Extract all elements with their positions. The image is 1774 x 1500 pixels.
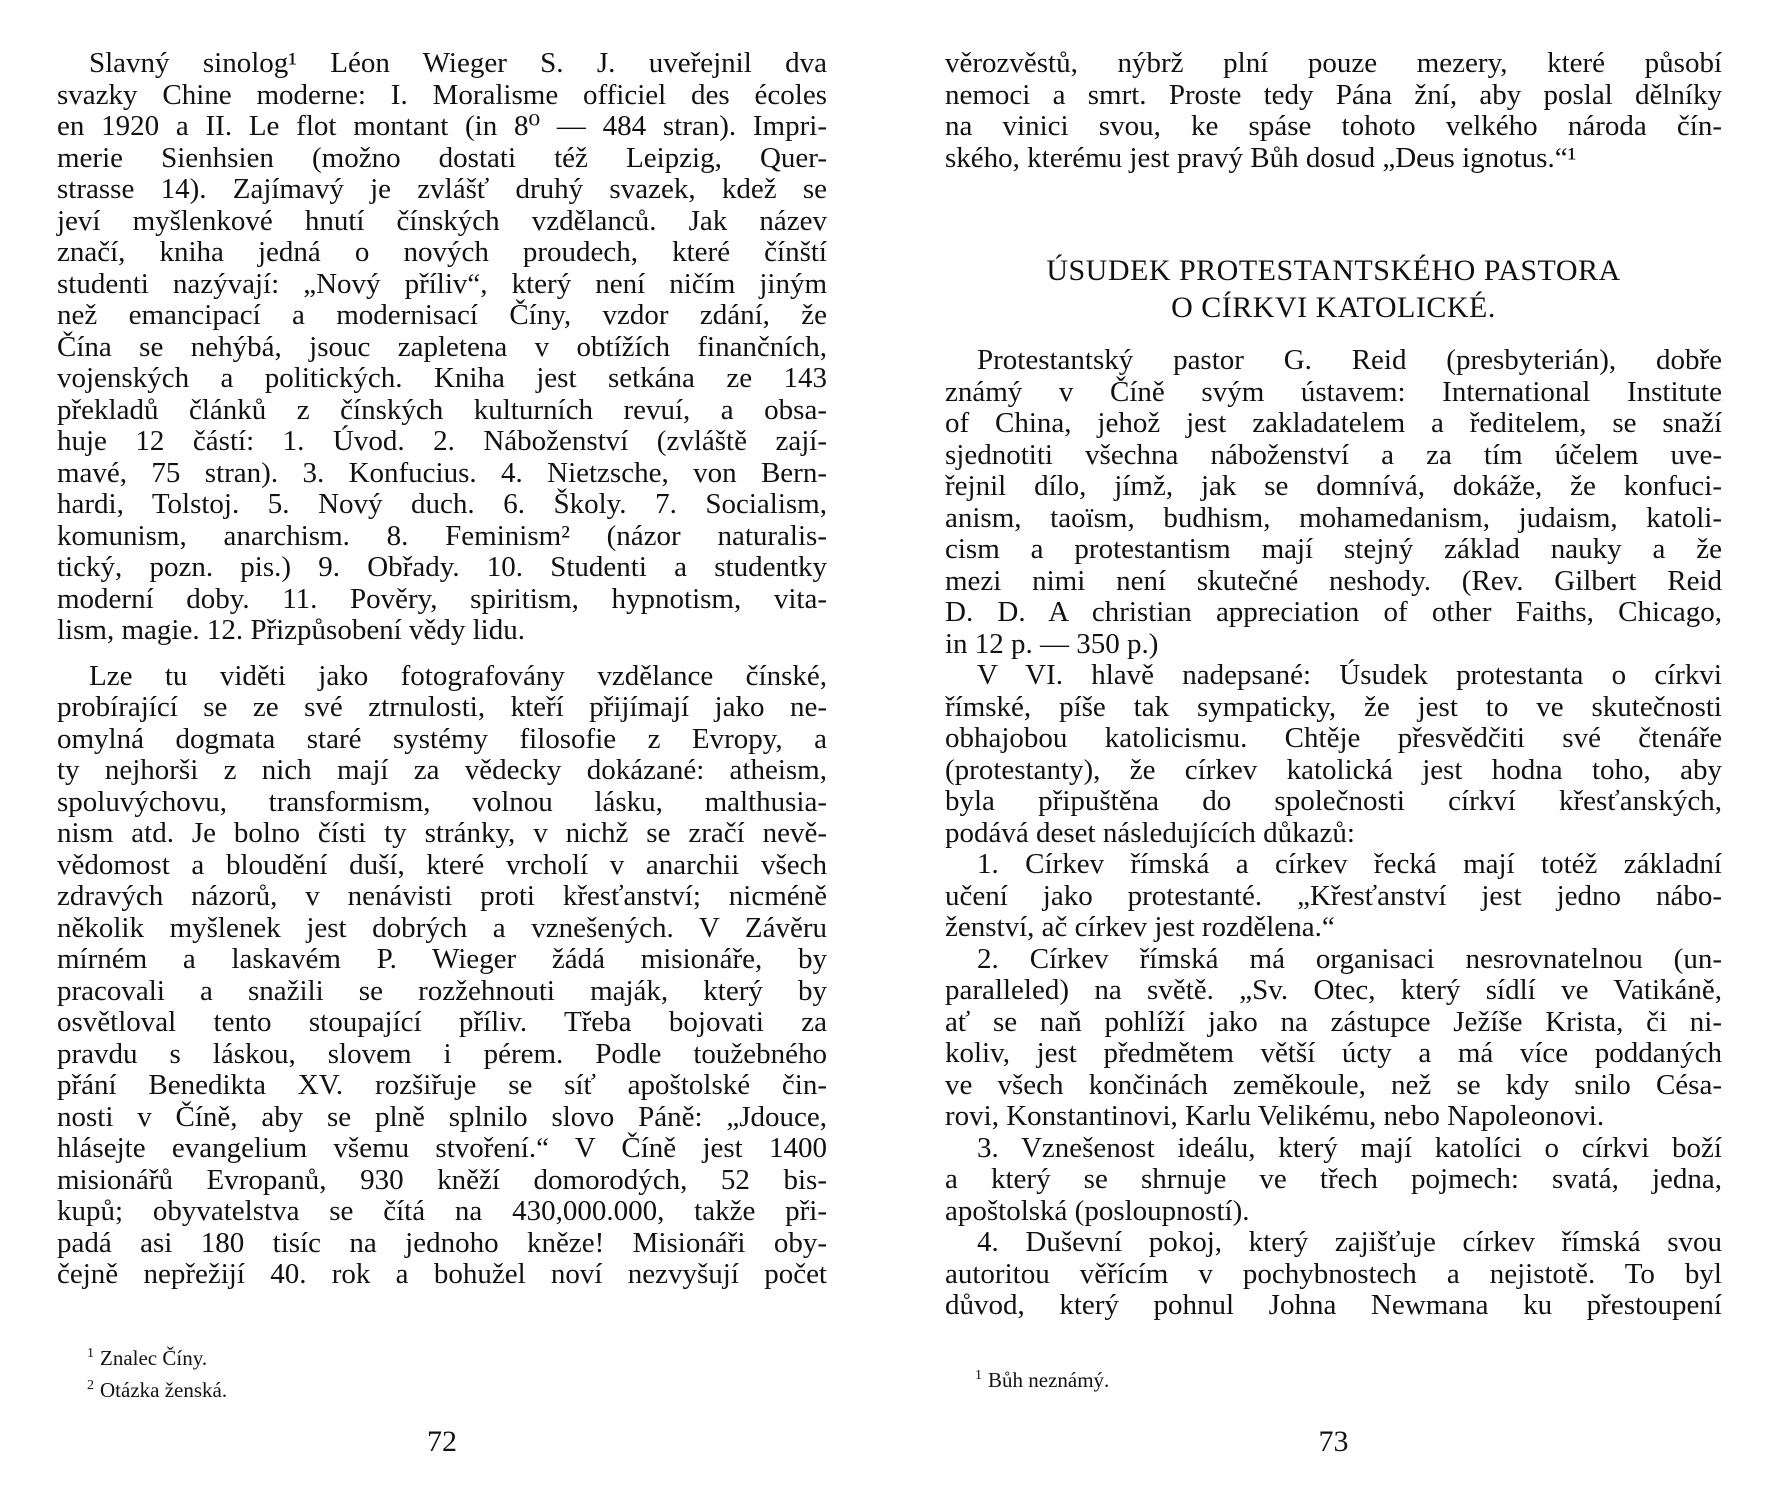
text-line: D. D. A christian appreciation of other Faiths, Chicago,: [945, 596, 1722, 628]
text-line: byla připuštěna do společnosti církví křesťanských,: [945, 785, 1722, 817]
text-line: mezi nimi není skutečné neshody. (Rev. Gilbert Reid: [945, 564, 1722, 597]
text-line: V VI. hlavě nadepsané: Úsudek protestanta o církvi: [977, 659, 1722, 691]
text-line: in 12 p. — 350 p.): [945, 627, 1159, 660]
text-line: moderní doby. 11. Pověry, spiritism, hypnotism, vita-: [57, 582, 827, 615]
text-line: obhajobou katolicismu. Chtěje přesvědčiti své čtenáře: [945, 722, 1722, 754]
text-line: vědomost a bloudění duší, které vrcholí v anarchii všech: [57, 848, 827, 881]
text-line: autoritou věřícím v pochybnostech a nejistotě. To byl: [945, 1257, 1722, 1290]
text-line: lism, magie. 12. Přizpůsobení vědy lidu.: [57, 614, 525, 646]
footnotes: [975, 1362, 1109, 1394]
text-line: pravdu s láskou, slovem i pérem. Podle toužebného: [57, 1037, 827, 1070]
footnote: [87, 1340, 227, 1372]
text-line: 3. Vznešenost ideálu, který mají katolíci o církvi boží: [977, 1131, 1722, 1164]
footnote-text: Znalec Číny.: [100, 1346, 208, 1370]
right-page-continuation: [945, 48, 1722, 174]
text-line: apoštolská (posloupností).: [945, 1194, 1250, 1227]
text-line: of China, jehož jest zakladatelem a ředitelem, se snaží: [945, 407, 1722, 439]
text-line: ského, kterému jest pravý Bůh dosud „Deus ignotus.“¹: [945, 141, 1577, 174]
left-page: [57, 0, 827, 1500]
text-line: cism a protestantism mají stejný základ nauky a že: [945, 533, 1722, 565]
text-line: nosti v Číně, aby se plně splnilo slovo Páně: „Jdouce,: [57, 1100, 827, 1133]
text-line: kupů; obyvatelstva se čítá na 430,000.000, takže při-: [57, 1195, 827, 1227]
text-line: svazky Chine moderne: I. Moralisme officiel des écoles: [57, 78, 827, 111]
list-item: [945, 849, 1722, 944]
footnote-text: Otázka ženská.: [100, 1378, 228, 1402]
footnote: [87, 1372, 227, 1404]
text-line: 1. Církev římská a církev řecká mají totéž základní: [977, 848, 1722, 880]
text-line: en 1920 a II. Le flot montant (in 8⁰ — 484 stran). Impri-: [57, 110, 827, 142]
text-line: misionářů Evropanů, 930 kněží domorodých, 52 bis-: [57, 1163, 827, 1196]
paragraph: [945, 345, 1722, 660]
page-number: 73: [1318, 1425, 1349, 1458]
text-line: učení jako protestanté. „Křesťanství jest jedno nábo-: [945, 879, 1722, 912]
text-line: padá asi 180 tisíc na jednoho kněze! Misionáři oby-: [57, 1226, 827, 1259]
text-line: přání Benedikta XV. rozšiřuje se síť apoštolské čin-: [57, 1069, 827, 1101]
text-line: římské, píše tak sympaticky, že jest to ve skutečnosti: [945, 690, 1722, 723]
text-line: nemoci a smrt. Proste tedy Pána žní, aby poslal dělníky: [945, 78, 1722, 111]
text-line: merie Sienhsien (možno dostati též Leipzig, Quer-: [57, 141, 827, 174]
text-line: věrozvěstů, nýbrž plní pouze mezery, které působí: [945, 47, 1722, 79]
text-line: omylná dogmata staré systémy filosofie z Evropy, a: [57, 722, 827, 755]
text-line: 4. Duševní pokoj, který zajišťuje církev římská svou: [977, 1226, 1722, 1258]
text-line: jeví myšlenkové hnutí čínských vzdělanců. Jak název: [57, 204, 827, 237]
footnote-text: Bůh neznámý.: [988, 1368, 1110, 1392]
footnotes: [87, 1340, 227, 1404]
text-line: rovi, Konstantinovi, Karlu Velikému, nebo Napoleonovi.: [945, 1100, 1605, 1132]
text-line: strasse 14). Zajímavý je zvlášť druhý svazek, kdež se: [57, 173, 827, 205]
text-line: čejně nepřežijí 40. rok a bohužel noví nezvyšují počet: [57, 1258, 827, 1290]
paragraph: [57, 48, 827, 647]
left-page-body: [57, 48, 827, 1291]
text-line: podává deset následujících důkazů:: [945, 816, 1355, 849]
footnote: [975, 1362, 1109, 1394]
text-line: než emancipací a modernisací Číny, vzdor zdání, že: [57, 299, 827, 331]
section-heading-line-2: O CÍRKVI KATOLICKÉ.: [1171, 291, 1496, 324]
text-line: mavé, 75 stran). 3. Konfucius. 4. Nietzsche, von Bern-: [57, 456, 827, 489]
list-item: [945, 944, 1722, 1133]
text-line: tický, pozn. pis.) 9. Obřady. 10. Studenti a studentky: [57, 551, 827, 583]
text-line: 2. Církev římská má organisaci nesrovnatelnou (un-: [977, 942, 1722, 975]
list-item: [945, 1227, 1722, 1322]
text-line: Lze tu viděti jako fotografovány vzdělance čínské,: [89, 659, 827, 692]
text-line: paralleled) na světě. „Sv. Otec, který sídlí ve Vatikáně,: [945, 974, 1722, 1006]
footnote-mark: 1: [975, 1368, 982, 1383]
text-line: anism, taoïsm, budhism, mohamedanism, judaism, katoli-: [945, 501, 1722, 534]
text-line: studenti nazývají: „Nový příliv“, který není ničím jiným: [57, 267, 827, 300]
text-line: Slavný sinolog¹ Léon Wieger S. J. uveřejnil dva: [89, 47, 827, 79]
right-page-body: [945, 345, 1722, 1322]
section-heading-line-1: ÚSUDEK PROTESTANTSKÉHO PASTORA: [1046, 254, 1621, 287]
text-line: koliv, jest předmětem větší úcty a má více poddaných: [945, 1037, 1722, 1069]
text-line: několik myšlenek jest dobrých a vznešených. V Závěru: [57, 911, 827, 944]
text-line: Čína se nehýbá, jsouc zapletena v obtížích finančních,: [57, 330, 827, 363]
right-page: [945, 0, 1722, 1500]
footnote-mark: 1: [87, 1346, 94, 1361]
text-line: na vinici svou, ke spáse tohoto velkého národa čín-: [945, 110, 1722, 142]
text-line: mírném a laskavém P. Wieger žádá misionáře, by: [57, 943, 827, 975]
text-line: ve všech končinách zeměkoule, než se kdy snilo Césa-: [945, 1068, 1722, 1101]
section-heading: [945, 252, 1722, 326]
paragraph: [945, 660, 1722, 849]
text-line: hardi, Tolstoj. 5. Nový duch. 6. Školy. 7. Socialism,: [57, 488, 827, 520]
footnote-mark: 2: [87, 1378, 94, 1393]
text-line: známý v Číně svým ústavem: International Institute: [945, 375, 1722, 408]
text-line: spoluvýchovu, transformism, volnou lásku, malthusia-: [57, 785, 827, 818]
paragraph: [57, 661, 827, 1291]
text-line: překladů článků z čínských kulturních revuí, a obsa-: [57, 393, 827, 426]
text-line: Protestantský pastor G. Reid (presbyterián), dobře: [977, 344, 1722, 376]
text-line: ty nejhorši z nich mají za vědecky dokázané: atheism,: [57, 754, 827, 786]
text-line: osvětloval tento stoupající příliv. Třeba bojovati za: [57, 1006, 827, 1038]
text-line: a který se shrnuje ve třech pojmech: svatá, jedna,: [945, 1163, 1722, 1195]
text-line: důvod, který pohnul Johna Newmana ku přestoupení: [945, 1289, 1722, 1321]
text-line: sjednotiti všechna náboženství a za tím účelem uve-: [945, 438, 1722, 471]
list-item: [945, 1133, 1722, 1228]
paragraph: [945, 48, 1722, 174]
text-line: značí, kniha jedná o nových proudech, které čínští: [57, 236, 827, 268]
text-line: vojenských a politických. Kniha jest setkána ze 143: [57, 362, 827, 394]
text-line: ženství, ač církev jest rozdělena.“: [945, 911, 1335, 943]
text-line: hlásejte evangelium všemu stvoření.“ V Číně jest 1400: [57, 1132, 827, 1164]
text-line: probírající se ze své ztrnulosti, kteří přijímají jako ne-: [57, 691, 827, 723]
text-line: komunism, anarchism. 8. Feminism² (názor naturalis-: [57, 519, 827, 552]
text-line: zdravých názorů, v nenávisti proti křesťanství; nicméně: [57, 880, 827, 912]
text-line: ať se naň pohlíží jako na zástupce Ježíše Krista, či ni-: [945, 1005, 1722, 1038]
text-line: (protestanty), že církev katolická jest hodna toho, aby: [945, 753, 1722, 786]
text-line: nism atd. Je bolno čísti ty stránky, v nichž se zračí nevě-: [57, 817, 827, 849]
text-line: řejnil dílo, jímž, jak se domnívá, dokáže, že konfuci-: [945, 470, 1722, 502]
text-line: huje 12 částí: 1. Úvod. 2. Náboženství (zvláště zají-: [57, 425, 827, 457]
page-number: 72: [427, 1425, 457, 1458]
text-line: pracovali a snažili se rozžehnouti maják, který by: [57, 974, 827, 1007]
